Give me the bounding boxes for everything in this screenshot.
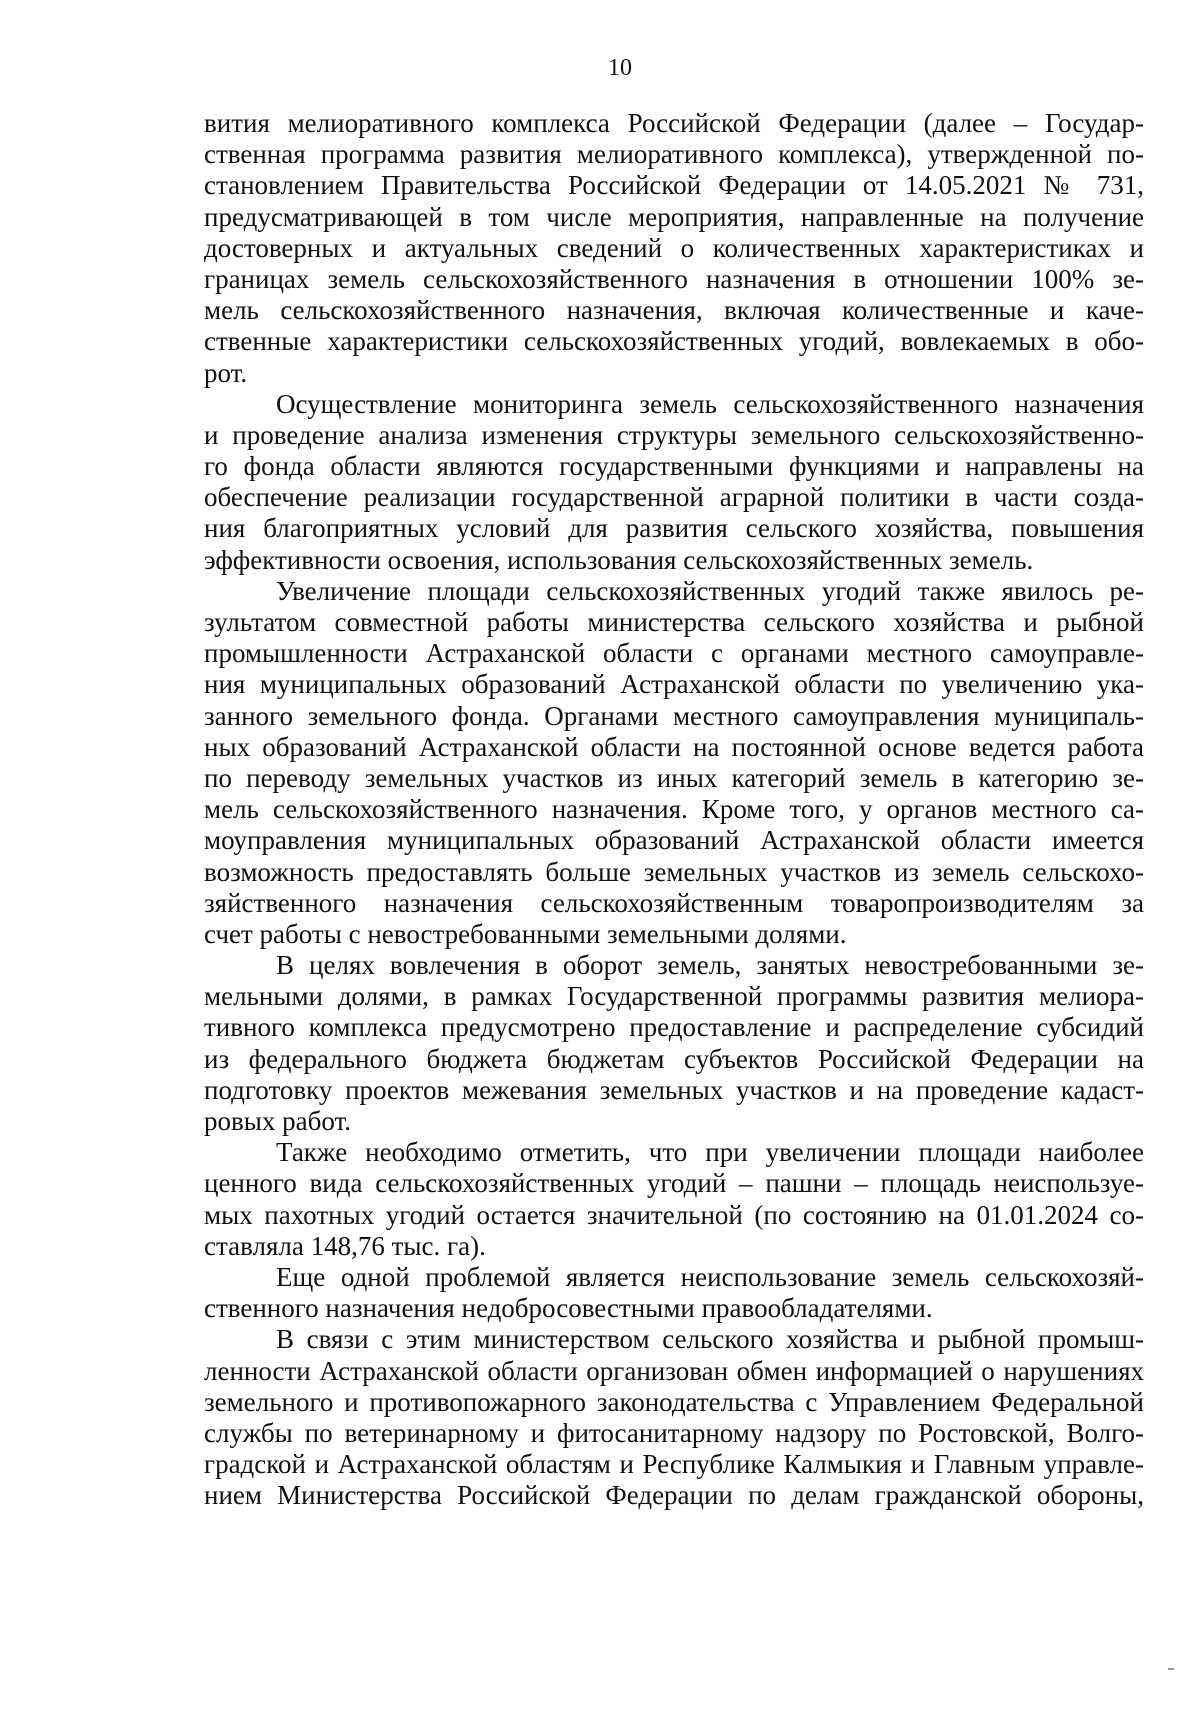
paragraph-first-line: Также необходимо отметить, что при увеличении площади наиболее [276,1137,1144,1168]
text-line: службы по ветеринарному и фитосанитарному надзору по Ростовской, Волго- [204,1417,1144,1448]
text-line: ственная программа развития мелиоративного комплекса), утвержденной по- [204,139,1144,170]
text-line: рот. [204,357,248,388]
text-line: подготовку проектов межевания земельных участков и на проведение кадаст- [204,1074,1144,1105]
text-line: возможность предоставлять больше земельных участков из земель сельскохо- [204,856,1144,887]
text-line: нием Министерства Российской Федерации по делам гражданской обороны, [204,1480,1144,1511]
text-line: мель сельскохозяйственного назначения, включая количественные и каче- [204,295,1144,326]
page-number: 10 [608,55,632,81]
text-line: ровых работ. [204,1106,352,1136]
text-line: ственного назначения недобросовестными правообладателями. [204,1293,933,1324]
text-line: ния благоприятных условий для развития сельского хозяйства, повышения [204,513,1144,544]
paragraph-first-line: Еще одной проблемой является неиспользование земель сельскохозяй- [276,1261,1144,1292]
text-line: ния муниципальных образований Астраханской области по увеличению ука- [204,669,1144,700]
text-line: эффективности освоения, использования сельскохозяйственных земель. [204,544,1034,575]
text-line: ставляла 148,76 тыс. га). [204,1230,486,1261]
text-line: занного земельного фонда. Органами местного самоуправления муниципаль- [204,700,1144,731]
text-line: ных образований Астраханской области на постоянной основе ведется работа [204,731,1144,762]
text-line: предусматривающей в том числе мероприятия, направленные на получение [204,201,1144,232]
text-line: обеспечение реализации государственной аграрной политики в части созда- [204,482,1144,513]
text-line: ленности Астраханской области организован обмен информацией о нарушениях [204,1355,1144,1386]
text-line: го фонда области являются государственными функциями и направлены на [204,451,1144,482]
text-line: мель сельскохозяйственного назначения. Кроме того, у органов местного са- [204,794,1144,825]
paragraph-first-line: В целях вовлечения в оборот земель, занятых невостребованными зе- [276,950,1144,981]
text-line: мельными долями, в рамках Государственной программы развития мелиора- [204,981,1144,1012]
text-line: счет работы с невостребованными земельными долями. [204,918,847,949]
text-line: становлением Правительства Российской Федерации от 14.05.2021 № 731, [204,170,1144,201]
text-line: моуправления муниципальных образований Астраханской области имеется [204,825,1144,856]
text-line: градской и Астраханской областям и Республике Калмыкия и Главным управле- [204,1449,1144,1480]
text-line: зультатом совместной работы министерства сельского хозяйства и рыбной [204,607,1144,637]
scan-artifact [1168,1668,1174,1670]
paragraph-first-line: Осуществление мониторинга земель сельскохозяйственного назначения [276,388,1144,419]
text-line: вития мелиоративного комплекса Российской Федерации (далее – Государ- [204,108,1144,138]
text-line: мых пахотных угодий остается значительной (по состоянию на 01.01.2024 со- [204,1199,1144,1230]
document-body [204,108,1144,1511]
paragraph-first-line: Увеличение площади сельскохозяйственных угодий также явилось ре- [276,575,1144,606]
text-line: из федерального бюджета бюджетам субъектов Российской Федерации на [204,1043,1144,1074]
text-line: достоверных и актуальных сведений о количественных характеристиках и [204,232,1144,263]
text-line: тивного комплекса предусмотрено предоставление и распределение субсидий [204,1012,1144,1043]
text-line: зяйственного назначения сельскохозяйственным товаропроизводителям за [204,887,1144,918]
text-line: ственные характеристики сельскохозяйственных угодий, вовлекаемых в обо- [204,326,1144,357]
text-line: по переводу земельных участков из иных категорий земель в категорию зе- [204,762,1144,793]
paragraph-first-line: В связи с этим министерством сельского хозяйства и рыбной промыш- [276,1324,1144,1355]
text-line: и проведение анализа изменения структуры земельного сельскохозяйственно- [204,419,1144,450]
text-line: промышленности Астраханской области с органами местного самоуправле- [204,638,1144,669]
text-line: ценного вида сельскохозяйственных угодий – пашни – площадь неиспользуе- [204,1168,1144,1199]
text-line: земельного и противопожарного законодательства с Управлением Федеральной [204,1386,1144,1417]
text-line: границах земель сельскохозяйственного назначения в отношении 100% зе- [204,263,1144,294]
